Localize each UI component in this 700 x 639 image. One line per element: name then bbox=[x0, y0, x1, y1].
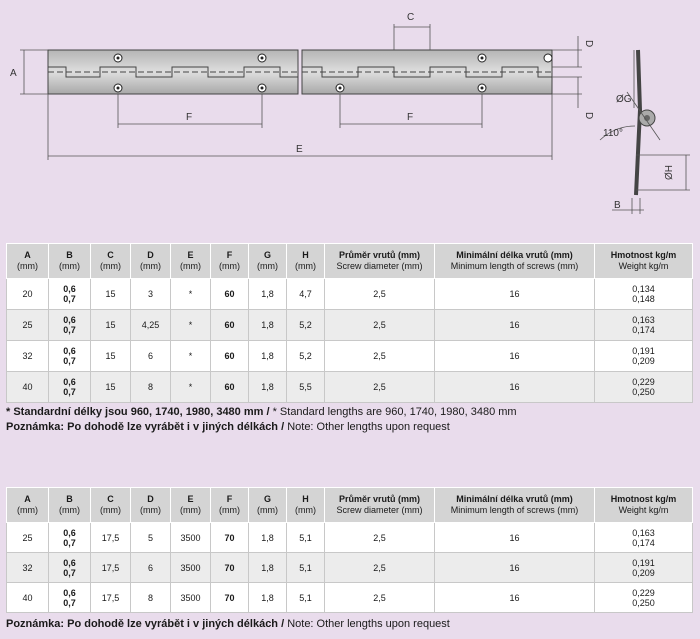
table-row bbox=[7, 341, 693, 372]
note-standard-cs: * Standardní délky jsou 960, 1740, 1980, 3480 mm / bbox=[6, 406, 270, 418]
cell-value: 2,5 bbox=[373, 562, 386, 573]
table-cell bbox=[91, 553, 131, 583]
cell-value: 70 bbox=[224, 592, 235, 603]
column-header-unit: (mm) bbox=[17, 505, 38, 515]
table-cell bbox=[249, 310, 287, 341]
column-header-title: Průměr vrutů (mm) bbox=[338, 494, 420, 504]
cell-value: 0,250 bbox=[632, 387, 655, 397]
column-header-unit: (mm) bbox=[219, 505, 240, 515]
cell-value: 0,174 bbox=[632, 537, 655, 548]
table-cell bbox=[435, 341, 595, 372]
table-cell bbox=[325, 279, 435, 310]
column-header bbox=[287, 244, 325, 279]
table-cell bbox=[287, 310, 325, 341]
table-cell bbox=[49, 583, 91, 613]
table-cell bbox=[249, 523, 287, 553]
column-header bbox=[325, 244, 435, 279]
table-cell bbox=[131, 523, 171, 553]
table-cell bbox=[171, 310, 211, 341]
table-cell bbox=[171, 553, 211, 583]
table-cell bbox=[595, 553, 693, 583]
table-row bbox=[7, 553, 693, 583]
table-cell bbox=[435, 310, 595, 341]
table-cell bbox=[595, 523, 693, 553]
cell-value: 16 bbox=[509, 382, 520, 392]
note-other-cs: Poznámka: Po dohodě lze vyrábět i v jiných délkách / bbox=[6, 421, 285, 433]
column-header bbox=[211, 244, 249, 279]
cell-value: 60 bbox=[224, 289, 235, 299]
column-header-title: Minimální délka vrutů (mm) bbox=[456, 250, 573, 260]
table-cell bbox=[91, 341, 131, 372]
cell-value: 0,191 bbox=[632, 346, 655, 356]
table-cell bbox=[7, 553, 49, 583]
column-header bbox=[211, 488, 249, 523]
table-cell bbox=[131, 279, 171, 310]
column-header-unit: (mm) bbox=[100, 505, 121, 515]
cell-value: 60 bbox=[224, 382, 235, 392]
column-header bbox=[91, 244, 131, 279]
table-cell bbox=[211, 310, 249, 341]
cell-value: 0,7 bbox=[63, 387, 76, 397]
column-header-title: Hmotnost kg/m bbox=[610, 250, 677, 260]
column-header-title: Průměr vrutů (mm) bbox=[338, 250, 420, 260]
cell-value: 25 bbox=[22, 320, 33, 330]
cell-value: 70 bbox=[224, 562, 235, 573]
column-header bbox=[49, 244, 91, 279]
column-header bbox=[435, 244, 595, 279]
cell-value: 0,229 bbox=[632, 377, 655, 387]
table-cell bbox=[211, 341, 249, 372]
column-header-unit: (mm) bbox=[140, 261, 161, 271]
dim-label-h: ØH bbox=[664, 165, 675, 180]
table-cell bbox=[131, 310, 171, 341]
column-header-unit: Minimum length of screws (mm) bbox=[450, 261, 579, 271]
table-cell bbox=[435, 583, 595, 613]
table-cell bbox=[287, 523, 325, 553]
hinge-technical-drawing bbox=[0, 0, 700, 238]
dim-label-d-bottom: D bbox=[583, 112, 594, 120]
cell-value: 0,6 bbox=[63, 377, 76, 387]
column-header-title: B bbox=[66, 494, 73, 504]
column-header-title: G bbox=[263, 250, 271, 260]
column-header-unit: Weight kg/m bbox=[618, 261, 669, 271]
table-cell bbox=[7, 523, 49, 553]
cell-value: 17,5 bbox=[101, 592, 120, 603]
table-cell bbox=[595, 372, 693, 403]
table-cell bbox=[287, 279, 325, 310]
dim-label-f-right: F bbox=[407, 112, 414, 123]
column-header bbox=[7, 488, 49, 523]
cell-value: 16 bbox=[509, 289, 520, 299]
cell-value: 16 bbox=[509, 320, 520, 330]
cell-value: 0,229 bbox=[632, 587, 655, 598]
column-header-unit: (mm) bbox=[180, 261, 201, 271]
table-cell bbox=[131, 583, 171, 613]
hinge-left-segment bbox=[48, 50, 298, 94]
cell-value: 0,6 bbox=[63, 346, 76, 356]
table-row bbox=[7, 523, 693, 553]
cell-value: 40 bbox=[22, 592, 33, 603]
cell-value: 1,8 bbox=[261, 592, 274, 603]
cell-value: 3500 bbox=[180, 592, 201, 603]
cell-value: 60 bbox=[224, 320, 235, 330]
cell-value: 0,6 bbox=[63, 527, 76, 538]
table-cell bbox=[91, 583, 131, 613]
cell-value: 16 bbox=[509, 351, 520, 361]
cell-value: 25 bbox=[22, 532, 33, 543]
cell-value: 3500 bbox=[180, 562, 201, 573]
cell-value: 20 bbox=[22, 289, 33, 299]
table-cell bbox=[249, 553, 287, 583]
cell-value: 0,6 bbox=[63, 284, 76, 294]
table-cell bbox=[211, 279, 249, 310]
table-cell bbox=[91, 372, 131, 403]
cell-value: 40 bbox=[22, 382, 33, 392]
cell-value: 1,8 bbox=[261, 532, 274, 543]
table-header-row bbox=[7, 488, 693, 523]
column-header bbox=[249, 488, 287, 523]
column-header-title: H bbox=[302, 494, 309, 504]
column-header-unit: (mm) bbox=[219, 261, 240, 271]
cell-value: 2,5 bbox=[373, 289, 386, 299]
column-header-title: F bbox=[226, 494, 233, 504]
table-header-row bbox=[7, 244, 693, 279]
column-header-unit: (mm) bbox=[17, 261, 38, 271]
cell-value: 0,163 bbox=[632, 315, 655, 325]
cell-value: 1,8 bbox=[261, 562, 274, 573]
column-header bbox=[249, 244, 287, 279]
column-header bbox=[49, 488, 91, 523]
table-cell bbox=[171, 583, 211, 613]
table-cell bbox=[325, 553, 435, 583]
cell-value: 0,6 bbox=[63, 557, 76, 568]
column-header-unit: (mm) bbox=[59, 505, 80, 515]
cell-value: 0,7 bbox=[63, 356, 76, 366]
table-cell bbox=[595, 583, 693, 613]
table-cell bbox=[131, 341, 171, 372]
column-header-unit: (mm) bbox=[140, 505, 161, 515]
column-header-title: F bbox=[226, 250, 233, 260]
cell-value: 3500 bbox=[180, 532, 201, 543]
table-cell bbox=[249, 372, 287, 403]
cell-value: 0,7 bbox=[63, 294, 76, 304]
cell-value: 15 bbox=[105, 382, 116, 392]
table-cell bbox=[325, 523, 435, 553]
cell-value: 0,209 bbox=[632, 356, 655, 366]
cell-value: 0,250 bbox=[632, 597, 655, 608]
note-other-cs-2: Poznámka: Po dohodě lze vyrábět i v jiných délkách / bbox=[6, 618, 285, 630]
cell-value: 2,5 bbox=[373, 592, 386, 603]
cell-value: * bbox=[188, 382, 193, 392]
dim-label-a: A bbox=[10, 68, 17, 79]
table-row bbox=[7, 372, 693, 403]
table-cell bbox=[435, 523, 595, 553]
column-header-title: E bbox=[187, 494, 194, 504]
table-cell bbox=[91, 523, 131, 553]
cell-value: 15 bbox=[105, 289, 116, 299]
table-cell bbox=[91, 310, 131, 341]
cell-value: 0,7 bbox=[63, 537, 76, 548]
note-standard-lengths bbox=[6, 406, 517, 418]
table-cell bbox=[211, 583, 249, 613]
cell-value: 0,174 bbox=[632, 325, 655, 335]
cell-value: 0,6 bbox=[63, 315, 76, 325]
cell-value: 1,8 bbox=[261, 289, 274, 299]
dim-label-c: C bbox=[407, 12, 415, 23]
table-cell bbox=[7, 279, 49, 310]
table-cell bbox=[249, 279, 287, 310]
angle-label: 110° bbox=[603, 128, 623, 139]
cell-value: 5 bbox=[147, 532, 153, 543]
table-cell bbox=[49, 310, 91, 341]
table-cell bbox=[249, 341, 287, 372]
column-header-unit: Screw diameter (mm) bbox=[336, 261, 423, 271]
column-header bbox=[325, 488, 435, 523]
cell-value: 0,7 bbox=[63, 597, 76, 608]
table-cell bbox=[171, 341, 211, 372]
column-header-title: Hmotnost kg/m bbox=[610, 494, 677, 504]
column-header bbox=[595, 488, 693, 523]
table-row bbox=[7, 310, 693, 341]
column-header-title: C bbox=[107, 250, 114, 260]
table-cell bbox=[7, 341, 49, 372]
column-header-unit: (mm) bbox=[257, 261, 278, 271]
note-standard-en: * Standard lengths are 960, 1740, 1980, 3480 mm bbox=[269, 406, 517, 418]
column-header bbox=[435, 488, 595, 523]
table-cell bbox=[49, 279, 91, 310]
cell-value: 17,5 bbox=[101, 532, 120, 543]
table-cell bbox=[171, 372, 211, 403]
dim-label-e: E bbox=[296, 144, 303, 155]
column-header-title: A bbox=[24, 250, 31, 260]
table-cell bbox=[595, 341, 693, 372]
column-header-title: G bbox=[263, 494, 271, 504]
table-cell bbox=[287, 341, 325, 372]
cell-value: 2,5 bbox=[373, 351, 386, 361]
table-cell bbox=[211, 372, 249, 403]
cell-value: 1,8 bbox=[261, 320, 274, 330]
cell-value: 15 bbox=[105, 351, 116, 361]
specification-table-1 bbox=[6, 243, 693, 403]
column-header-title: D bbox=[147, 250, 154, 260]
column-header-unit: (mm) bbox=[59, 261, 80, 271]
cell-value: 4,7 bbox=[299, 289, 312, 299]
cell-value: 0,7 bbox=[63, 325, 76, 335]
cell-value: 5,1 bbox=[299, 532, 312, 543]
cell-value: 32 bbox=[22, 562, 33, 573]
cell-value: 1,8 bbox=[261, 382, 274, 392]
table-cell bbox=[325, 372, 435, 403]
cell-value: 0,148 bbox=[632, 294, 655, 304]
cell-value: 5,1 bbox=[299, 592, 312, 603]
table-cell bbox=[131, 553, 171, 583]
table-cell bbox=[435, 553, 595, 583]
table-cell bbox=[7, 583, 49, 613]
column-header-unit: Screw diameter (mm) bbox=[336, 505, 423, 515]
table-cell bbox=[131, 372, 171, 403]
column-header-title: Minimální délka vrutů (mm) bbox=[456, 494, 573, 504]
cell-value: 60 bbox=[224, 351, 235, 361]
dim-label-g: ØG bbox=[616, 94, 632, 105]
cell-value: 16 bbox=[509, 532, 520, 543]
cell-value: 2,5 bbox=[373, 320, 386, 330]
table-cell bbox=[49, 523, 91, 553]
table-cell bbox=[211, 553, 249, 583]
table-cell bbox=[91, 279, 131, 310]
cell-value: 16 bbox=[509, 592, 520, 603]
cell-value: 0,163 bbox=[632, 527, 655, 538]
column-header-title: E bbox=[187, 250, 194, 260]
cell-value: 0,7 bbox=[63, 567, 76, 578]
column-header-unit: (mm) bbox=[295, 505, 316, 515]
column-header bbox=[171, 244, 211, 279]
cell-value: 8 bbox=[147, 592, 153, 603]
note-other-lengths bbox=[6, 421, 450, 433]
column-header-title: H bbox=[302, 250, 309, 260]
dim-label-d-top: D bbox=[583, 40, 594, 48]
note-other-en-2: Note: Other lengths upon request bbox=[284, 618, 450, 630]
column-header-unit: (mm) bbox=[100, 261, 121, 271]
table-cell bbox=[287, 553, 325, 583]
cell-value: 4,25 bbox=[141, 320, 160, 330]
table-cell bbox=[171, 279, 211, 310]
column-header-unit: Weight kg/m bbox=[618, 505, 669, 515]
table-cell bbox=[49, 372, 91, 403]
table-row bbox=[7, 583, 693, 613]
cell-value: 0,6 bbox=[63, 587, 76, 598]
column-header bbox=[595, 244, 693, 279]
cell-value: 3 bbox=[147, 289, 153, 299]
table-cell bbox=[49, 341, 91, 372]
table-cell bbox=[171, 523, 211, 553]
cell-value: * bbox=[188, 320, 193, 330]
cell-value: 32 bbox=[22, 351, 33, 361]
column-header-title: A bbox=[24, 494, 31, 504]
table-cell bbox=[211, 523, 249, 553]
specification-table-2 bbox=[6, 487, 693, 613]
cell-value: 2,5 bbox=[373, 382, 386, 392]
column-header-title: D bbox=[147, 494, 154, 504]
table-cell bbox=[435, 279, 595, 310]
column-header-unit: (mm) bbox=[180, 505, 201, 515]
cell-value: 5,5 bbox=[299, 382, 312, 392]
table-row bbox=[7, 279, 693, 310]
column-header-unit: (mm) bbox=[295, 261, 316, 271]
table-cell bbox=[435, 372, 595, 403]
table-cell bbox=[49, 553, 91, 583]
table-cell bbox=[325, 341, 435, 372]
column-header bbox=[131, 488, 171, 523]
cell-value: * bbox=[188, 351, 193, 361]
column-header-unit: Minimum length of screws (mm) bbox=[450, 505, 579, 515]
cell-value: 5,1 bbox=[299, 562, 312, 573]
column-header bbox=[91, 488, 131, 523]
table-cell bbox=[7, 310, 49, 341]
cell-value: 2,5 bbox=[373, 532, 386, 543]
cell-value: 8 bbox=[147, 382, 153, 392]
table-cell bbox=[595, 279, 693, 310]
cell-value: 6 bbox=[147, 351, 153, 361]
cell-value: 5,2 bbox=[299, 351, 312, 361]
table-cell bbox=[7, 372, 49, 403]
dim-label-f-left: F bbox=[186, 112, 193, 123]
table-cell bbox=[287, 583, 325, 613]
cell-value: 0,191 bbox=[632, 557, 655, 568]
dim-label-b: B bbox=[614, 200, 621, 211]
cell-value: 70 bbox=[224, 532, 235, 543]
cell-value: 0,209 bbox=[632, 567, 655, 578]
cell-value: 6 bbox=[147, 562, 153, 573]
column-header bbox=[287, 488, 325, 523]
cell-value: 1,8 bbox=[261, 351, 274, 361]
table-cell bbox=[595, 310, 693, 341]
hinge-right-segment bbox=[302, 50, 552, 94]
cell-value: 17,5 bbox=[101, 562, 120, 573]
column-header-title: B bbox=[66, 250, 73, 260]
cell-value: 0,134 bbox=[632, 284, 655, 294]
table-cell bbox=[325, 583, 435, 613]
table-cell bbox=[325, 310, 435, 341]
cell-value: 5,2 bbox=[299, 320, 312, 330]
column-header bbox=[7, 244, 49, 279]
table-cell bbox=[249, 583, 287, 613]
table-cell bbox=[287, 372, 325, 403]
note-other-lengths-2 bbox=[6, 618, 450, 630]
note-other-en: Note: Other lengths upon request bbox=[284, 421, 450, 433]
cell-value: 15 bbox=[105, 320, 116, 330]
column-header-unit: (mm) bbox=[257, 505, 278, 515]
column-header bbox=[131, 244, 171, 279]
cell-value: 16 bbox=[509, 562, 520, 573]
cell-value: * bbox=[188, 289, 193, 299]
column-header bbox=[171, 488, 211, 523]
column-header-title: C bbox=[107, 494, 114, 504]
